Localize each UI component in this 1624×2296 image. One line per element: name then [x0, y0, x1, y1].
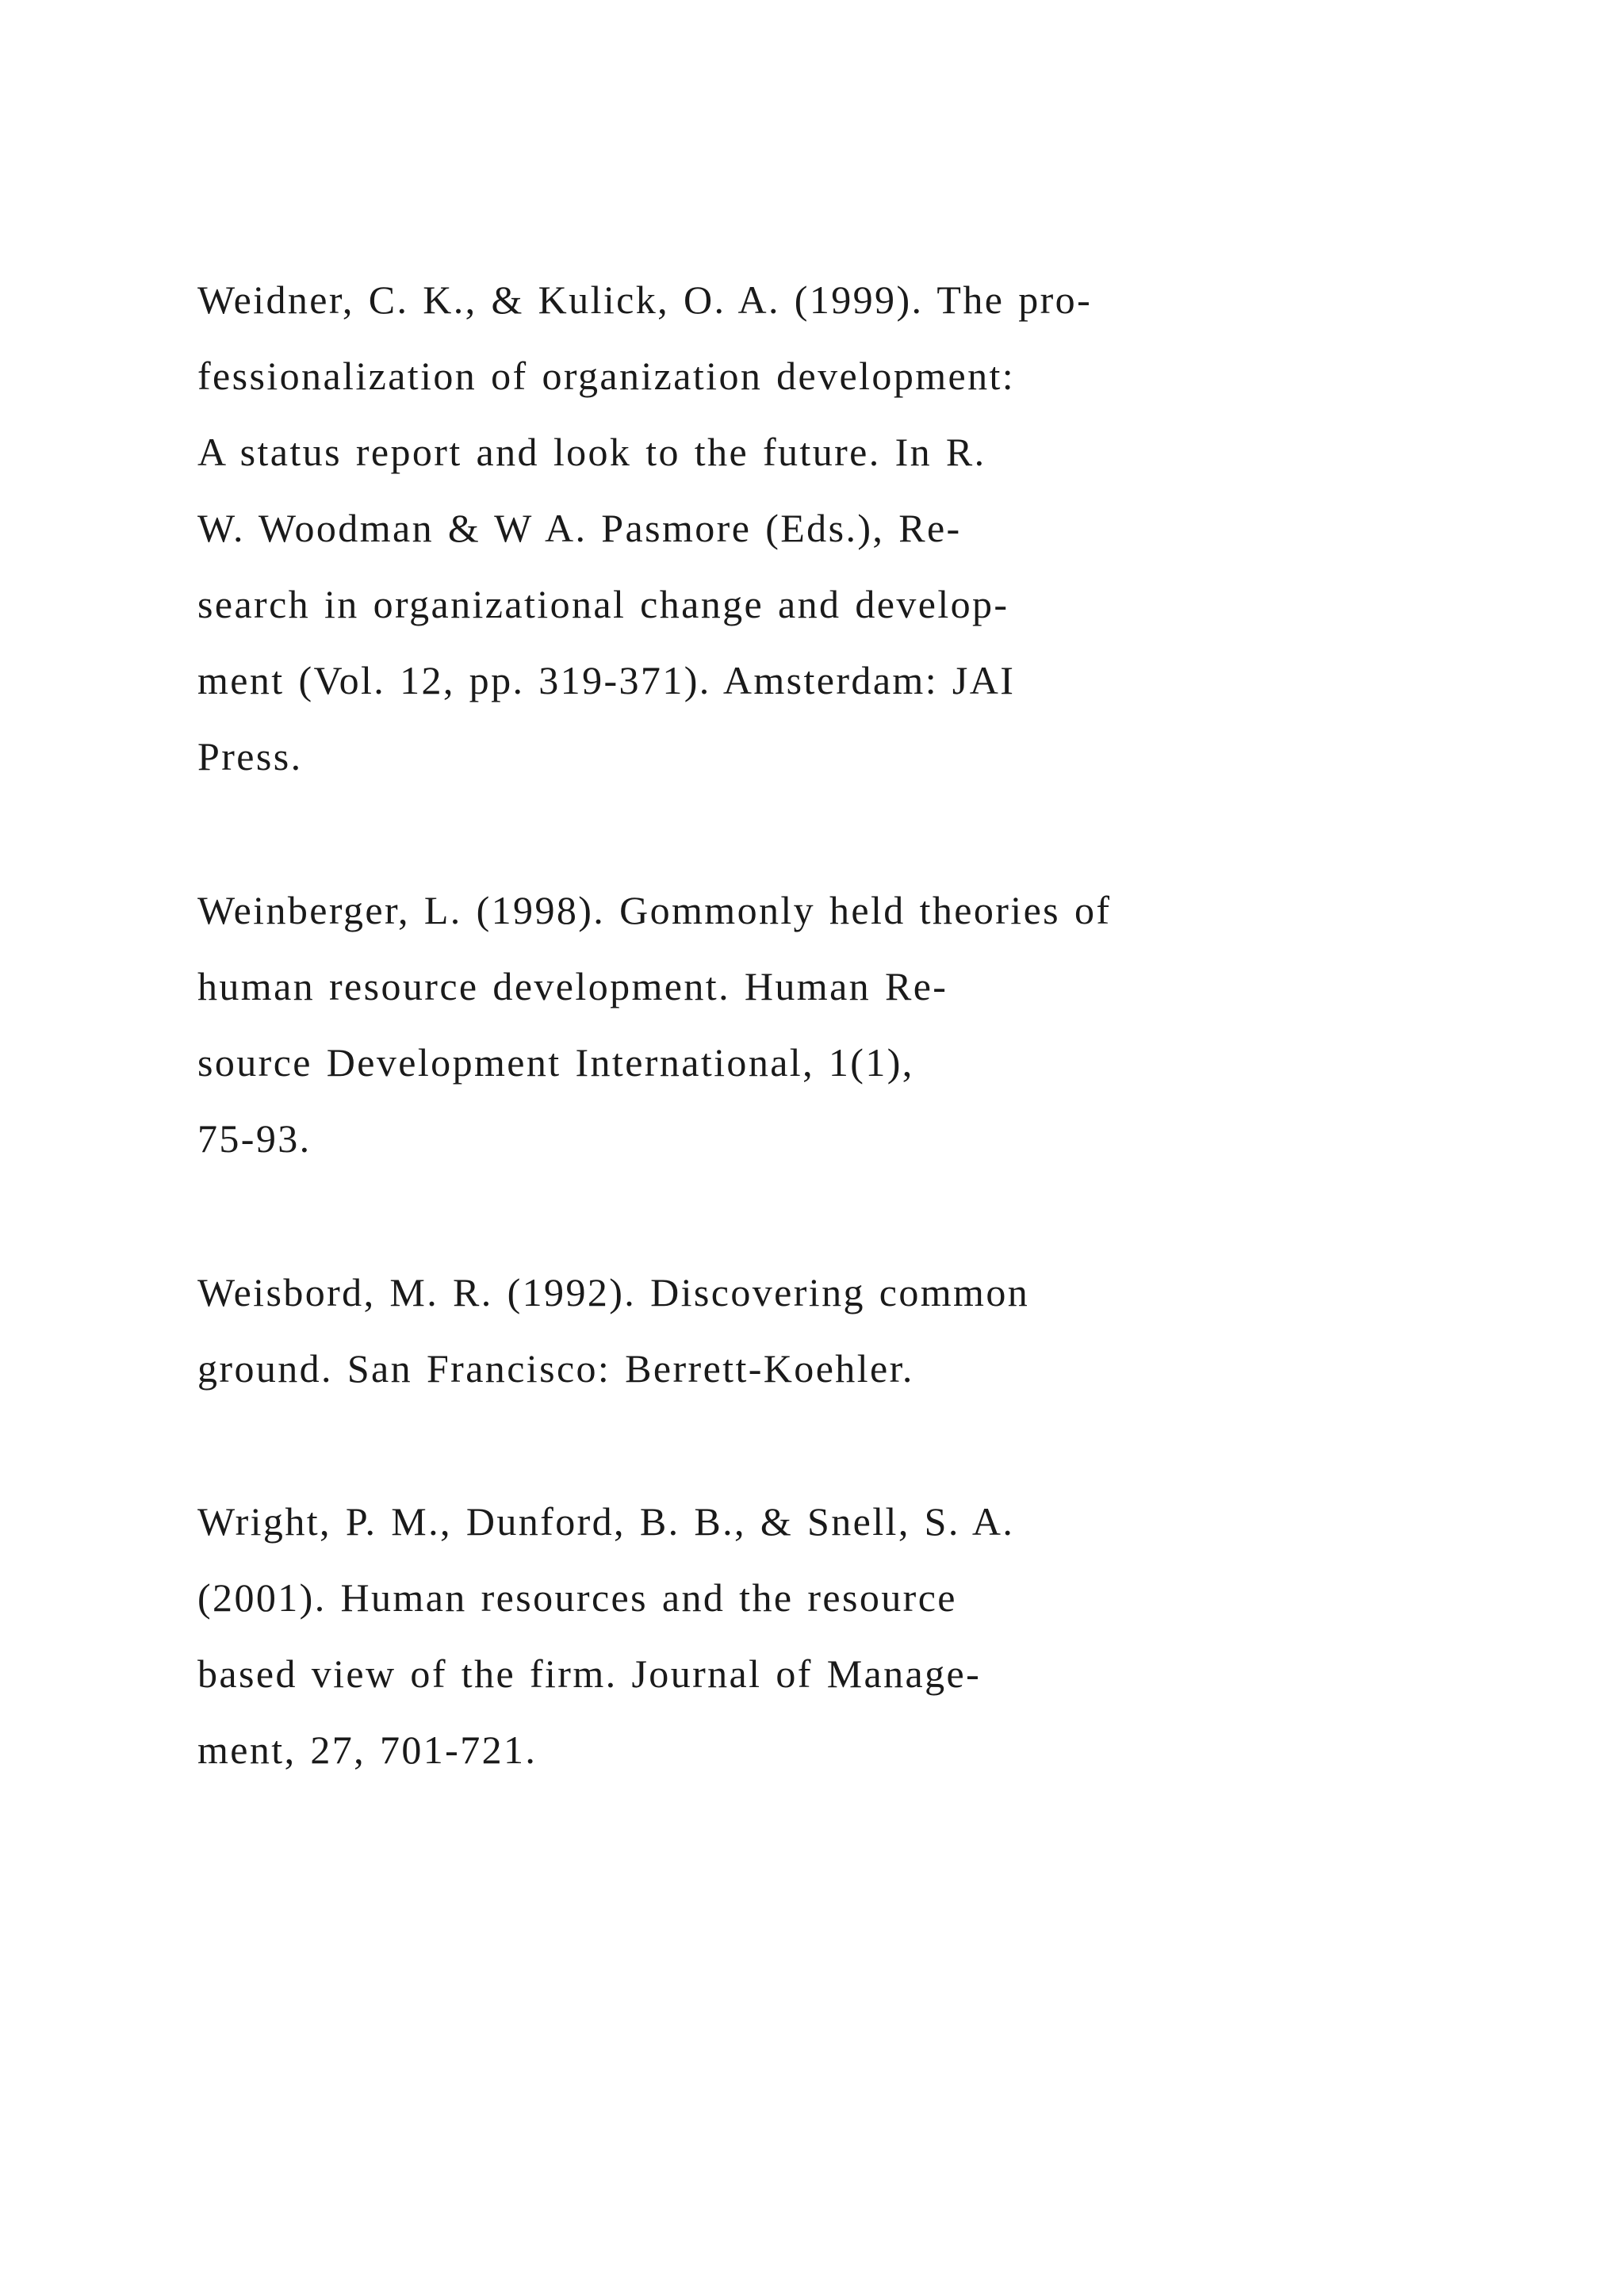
- reference-line: ment (Vol. 12, pp. 319-371). Amsterdam: JAI: [197, 658, 1016, 702]
- reference-line: ground. San Francisco: Berrett-Koehler.: [197, 1346, 914, 1391]
- reference-line: search in organizational change and develop-: [197, 582, 1009, 626]
- reference-line: W. Woodman & W A. Pasmore (Eds.), Re-: [197, 506, 962, 550]
- reference-entry-weidner: [197, 262, 1545, 794]
- reference-line: fessionalization of organization development:: [197, 354, 1016, 398]
- reference-line: A status report and look to the future. In R.: [197, 430, 986, 474]
- reference-line: based view of the firm. Journal of Manage-: [197, 1651, 982, 1696]
- reference-line: (2001). Human resources and the resource: [197, 1575, 957, 1620]
- reference-line: ment, 27, 701-721.: [197, 1728, 538, 1772]
- reference-line: Weinberger, L. (1998). Gommonly held theories of: [197, 888, 1112, 932]
- reference-entry-wright: [197, 1483, 1545, 1788]
- reference-entry-weinberger: [197, 872, 1545, 1177]
- reference-line: Press.: [197, 734, 303, 779]
- reference-line: Weisbord, M. R. (1992). Discovering common: [197, 1270, 1030, 1314]
- reference-line: Wright, P. M., Dunford, B. B., & Snell, S. A.: [197, 1499, 1015, 1544]
- reference-line: source Development International, 1(1),: [197, 1040, 914, 1085]
- reference-entry-weisbord: [197, 1254, 1545, 1406]
- reference-line: 75-93.: [197, 1116, 312, 1161]
- reference-line: human resource development. Human Re-: [197, 964, 948, 1008]
- reference-line: Weidner, C. K., & Kulick, O. A. (1999). The pro-: [197, 277, 1093, 322]
